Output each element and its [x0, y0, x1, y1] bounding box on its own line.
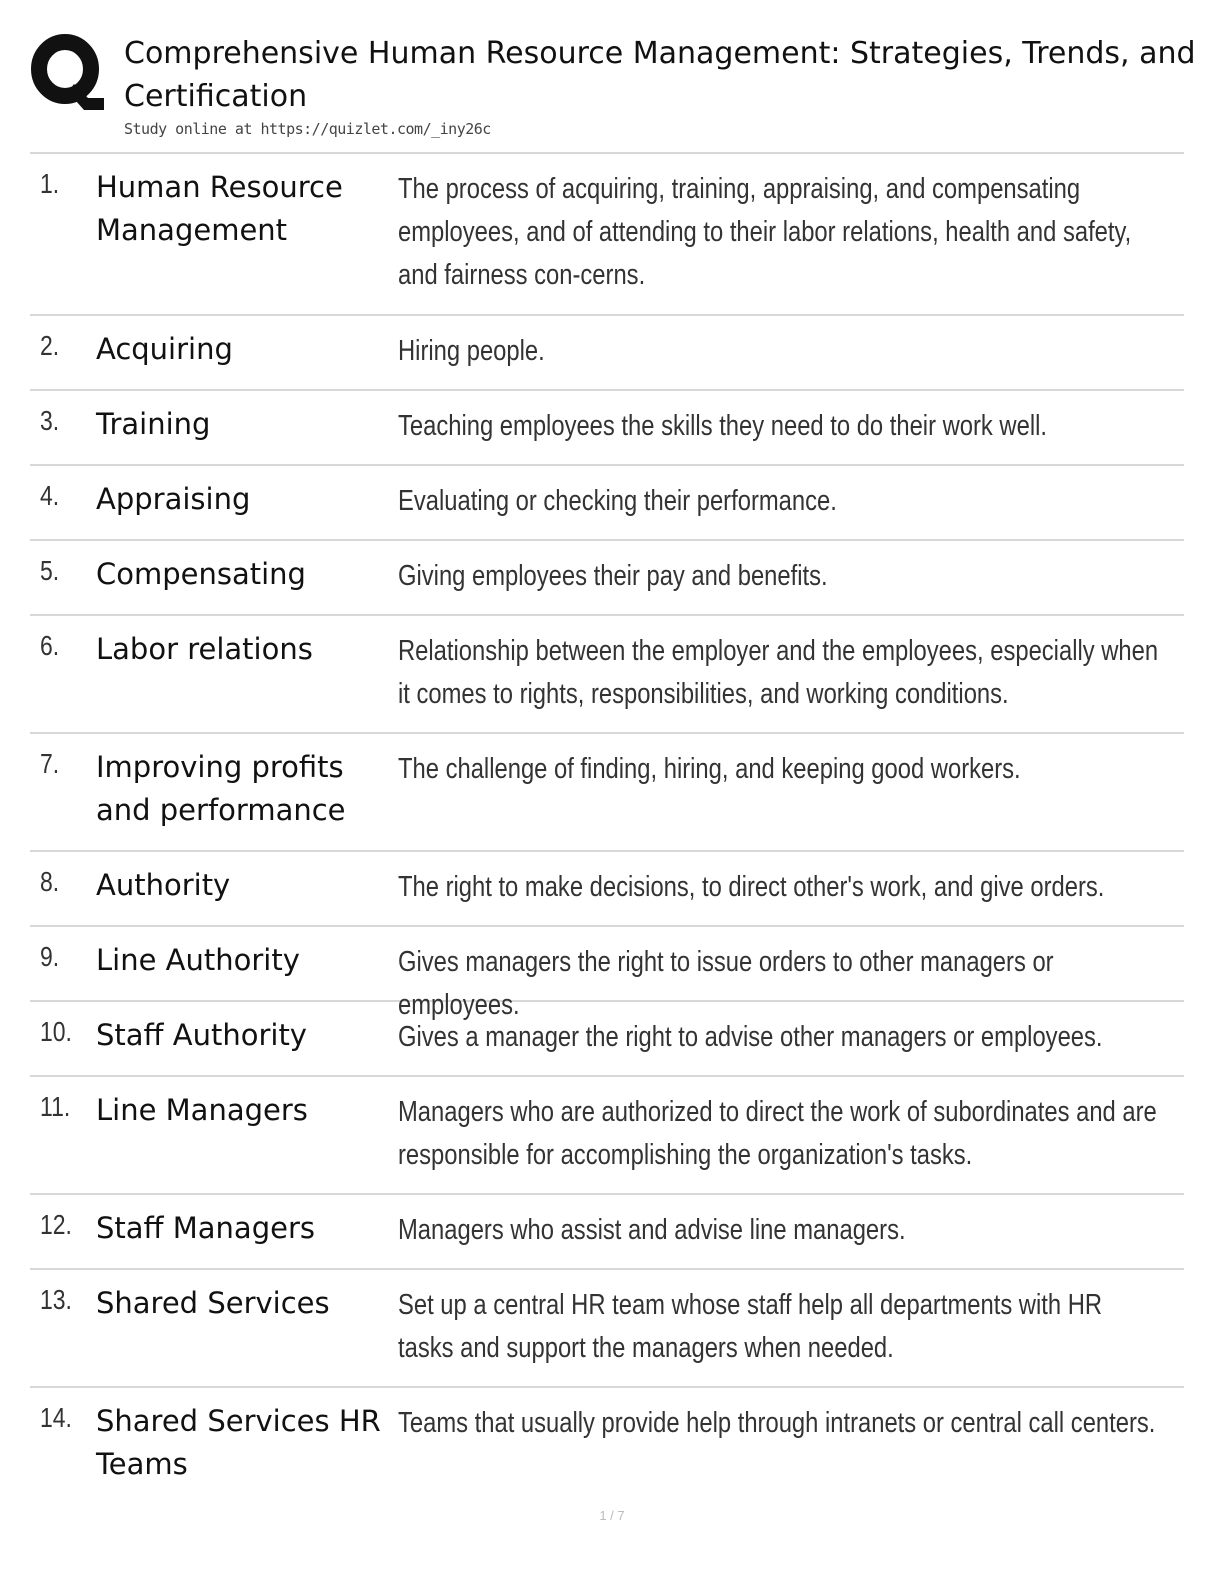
- item-term: Appraising: [96, 482, 251, 516]
- item-definition: Giving employees their pay and benefits.: [398, 560, 828, 592]
- list-item: [30, 616, 1184, 734]
- item-number: 3.: [40, 405, 60, 436]
- item-number: 10.: [40, 1016, 72, 1047]
- item-number: 1.: [40, 168, 60, 199]
- item-number: 2.: [40, 330, 60, 361]
- item-number: 11.: [40, 1091, 71, 1122]
- page-number: 1 / 7: [599, 1508, 625, 1523]
- item-number: 5.: [40, 555, 60, 586]
- item-definition: Hiring people.: [398, 335, 545, 367]
- list-item: [30, 1002, 1184, 1077]
- item-term: Training: [96, 407, 211, 441]
- item-number: 7.: [40, 748, 60, 779]
- list-item: [30, 1195, 1184, 1270]
- list-item: [30, 316, 1184, 391]
- item-term: Line Managers: [96, 1093, 308, 1127]
- item-term: Compensating: [96, 557, 306, 591]
- list-item: [30, 1077, 1184, 1195]
- item-definition: Gives managers the right to issue orders to other managers or employees.: [398, 946, 1054, 1021]
- list-item: [30, 466, 1184, 541]
- list-item: [30, 154, 1184, 316]
- item-term: Staff Authority: [96, 1018, 307, 1052]
- study-online-link[interactable]: Study online at https://quizlet.com/_iny26c: [124, 120, 491, 138]
- item-number: 9.: [40, 941, 60, 972]
- item-term: Shared Services: [96, 1286, 330, 1320]
- list-item: [30, 541, 1184, 616]
- list-item: [30, 1388, 1184, 1498]
- item-definition: Managers who are authorized to direct the work of subordinates and are responsible for accomplishing the organization's tasks.: [398, 1096, 1157, 1171]
- item-definition: Teaching employees the skills they need to do their work well.: [398, 410, 1048, 442]
- item-definition: Relationship between the employer and the employees, especially when it comes to rights, responsibilities, and working conditions.: [398, 635, 1159, 710]
- item-definition: Managers who assist and advise line managers.: [398, 1214, 906, 1246]
- item-definition: Set up a central HR team whose staff help all departments with HR tasks and support the managers when needed.: [398, 1289, 1103, 1364]
- list-item: [30, 734, 1184, 852]
- item-definition: The challenge of finding, hiring, and keeping good workers.: [398, 753, 1021, 785]
- quizlet-logo-icon: [30, 32, 104, 110]
- item-number: 14.: [40, 1402, 72, 1433]
- list-item: [30, 391, 1184, 466]
- list-item: [30, 1270, 1184, 1388]
- list-item: [30, 852, 1184, 927]
- item-term: Labor relations: [96, 632, 313, 666]
- item-term: Authority: [96, 868, 231, 902]
- item-term: Human Resource Management: [96, 170, 343, 247]
- page-title: Comprehensive Human Resource Management: Strategies, Trends, and Certification: [124, 36, 1196, 114]
- item-number: 13.: [40, 1284, 72, 1315]
- item-term: Improving profits and performance: [96, 750, 346, 827]
- list-item: [30, 927, 1184, 1021]
- item-definition: The right to make decisions, to direct other's work, and give orders.: [398, 871, 1105, 903]
- item-definition: The process of acquiring, training, appraising, and compensating employees, and of attending to their labor relations, health and safety, and fairness con-cerns.: [398, 173, 1132, 291]
- item-term: Shared Services HR Teams: [96, 1404, 381, 1481]
- flashcard-list: [30, 154, 1184, 1498]
- item-term: Staff Managers: [96, 1211, 315, 1245]
- item-definition: Gives a manager the right to advise other managers or employees.: [398, 1021, 1103, 1053]
- item-term: Acquiring: [96, 332, 233, 366]
- item-term: Line Authority: [96, 943, 300, 977]
- item-number: 12.: [40, 1209, 72, 1240]
- item-number: 6.: [40, 630, 60, 661]
- item-definition: Teams that usually provide help through intranets or central call centers.: [398, 1407, 1156, 1439]
- item-number: 8.: [40, 866, 60, 897]
- item-definition: Evaluating or checking their performance.: [398, 485, 837, 517]
- item-number: 4.: [40, 480, 60, 511]
